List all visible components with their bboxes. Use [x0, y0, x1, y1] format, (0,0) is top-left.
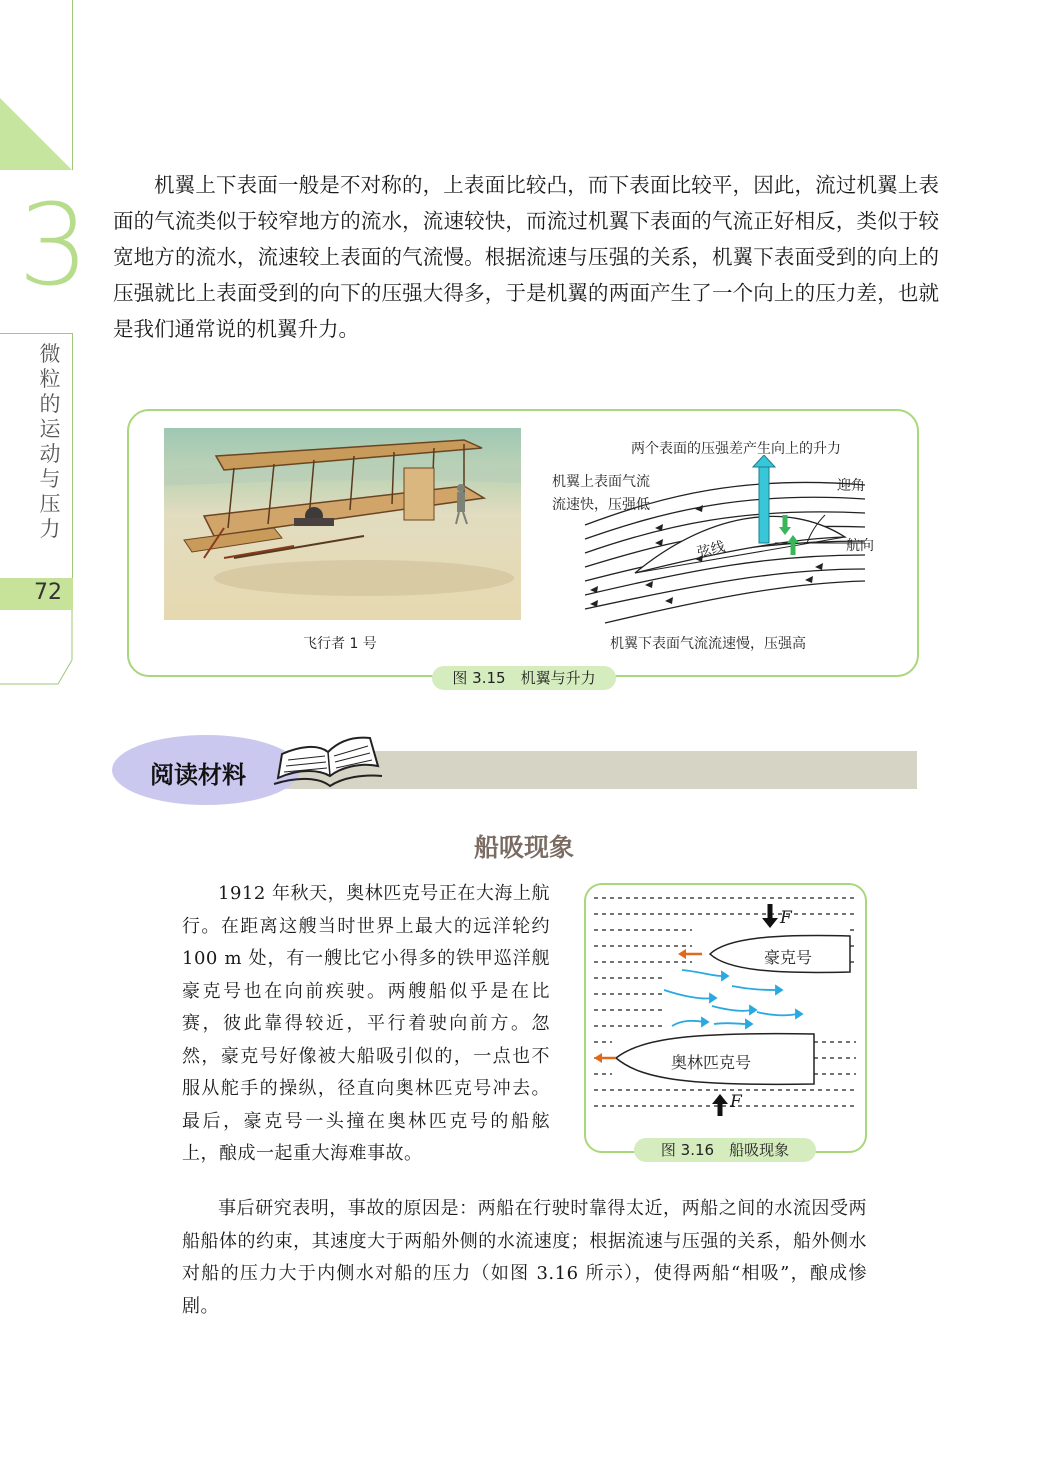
photo-caption: 飞行者 1 号 — [303, 636, 377, 652]
diagram-top-label: 两个表面的压强差产生向上的升力 — [631, 441, 841, 457]
sidebar-divider — [0, 333, 73, 334]
ship-suction-diagram — [592, 890, 860, 1130]
diagram-angle-label: 迎角 — [837, 478, 865, 494]
force-label-top: F — [780, 908, 792, 928]
chapter-title: 微粒的运动与压力 — [39, 342, 61, 541]
ship-olympic-label: 奥林匹克号 — [671, 1053, 752, 1072]
sidebar-corner — [0, 610, 80, 690]
wright-flyer-photo — [164, 428, 521, 620]
diagram-heading-label: 航向 — [846, 538, 874, 554]
article-paragraph-2: 事后研究表明，事故的原因是：两船在行驶时靠得太近，两船之间的水流因受两船船体的约束，其速度大于两船外侧的水流速度；根据流速与压强的关系，船外侧水对船的压力大于内侧水对船的压力（如图 3.16 所示），使得两船“相吸”，酿成惨剧。 — [182, 1198, 867, 1317]
article-paragraph-1: 1912 年秋天，奥林匹克号正在大海上航行。在距离这艘当时世界上最大的远洋轮约 100 m 处，有一艘比它小得多的铁甲巡洋舰豪克号也在向前疾驶。两艘船似乎是在比赛，彼此靠得较近，平行着驶向前方。忽然，豪克号好像被大船吸引似的，一点也不服从舵手的操纵，径直向奥林匹克号冲去。最后，豪克号一头撞在奥林匹克号的船舷上，酿成一起重大海难事故。 — [182, 883, 550, 1164]
sidebar-line-top — [72, 0, 73, 170]
main-paragraph: 机翼上下表面一般是不对称的，上表面比较凸，而下表面比较平，因此，流过机翼上表面的气流类似于较窄地方的流水，流速较快，而流过机翼下表面的气流正好相反，类似于较宽地方的流水，流速较上表面的气流慢。根据流速与压强的关系，机翼下表面受到的向上的压强就比上表面受到的向下的压强大得多，于是机翼的两面产生了一个向上的压力差，也就是我们通常说的机翼升力。 — [113, 173, 939, 341]
ship-hawke-label: 豪克号 — [764, 948, 813, 967]
sidebar-line-mid — [72, 333, 73, 583]
page-number: 72 — [34, 580, 62, 605]
force-label-bottom: F — [730, 1092, 742, 1112]
diagram-upper-label-2: 流速快，压强低 — [552, 497, 650, 513]
open-book-icon — [270, 728, 385, 798]
diagram-upper-label-1: 机翼上表面气流 — [552, 474, 650, 490]
figure-3-15-label: 图 3.15 机翼与升力 — [432, 666, 616, 690]
diagram-chord-label: 弦线 — [695, 538, 727, 562]
chapter-number: 3 — [18, 181, 90, 311]
sidebar-triangle — [0, 98, 72, 170]
figure-3-16-label: 图 3.16 船吸现象 — [634, 1138, 816, 1162]
article-title: 船吸现象 — [473, 833, 574, 862]
diagram-bottom-label: 机翼下表面气流流速慢，压强高 — [610, 636, 806, 652]
reading-header-title: 阅读材料 — [150, 761, 246, 789]
